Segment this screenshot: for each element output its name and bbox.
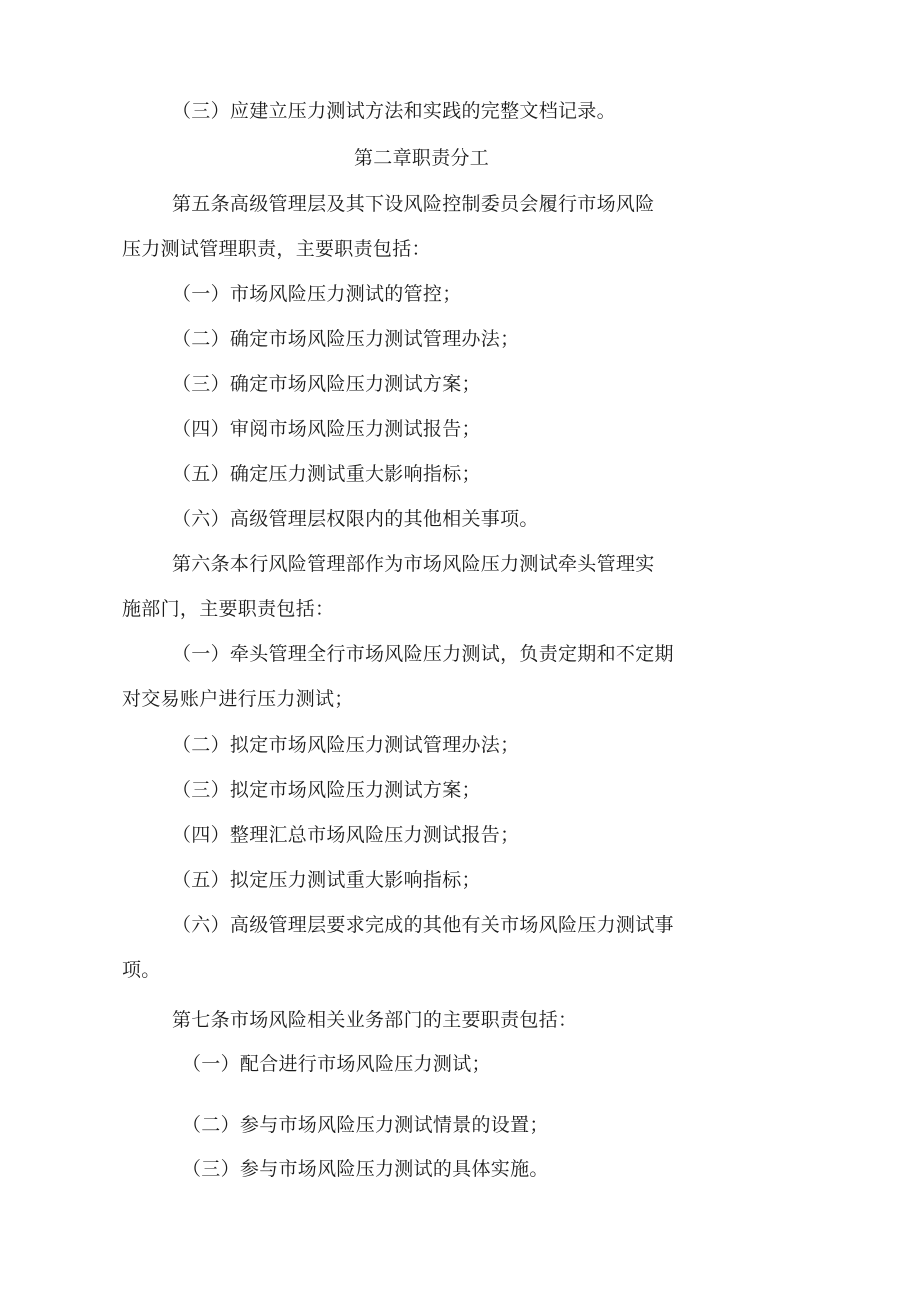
item-line: （二）参与市场风险压力测试情景的设置； — [182, 1114, 549, 1136]
item-line: （一）配合进行市场风险压力测试； — [182, 1053, 491, 1075]
article-line-continued: 施部门，主要职责包括： — [122, 598, 335, 620]
item-line: （五）拟定压力测试重大影响指标； — [172, 869, 481, 891]
item-line: （一）市场风险压力测试的管控； — [172, 283, 462, 305]
item-line-continued: 项。 — [122, 959, 161, 981]
item-line: （三）拟定市场风险压力测试方案； — [172, 779, 481, 801]
item-line: （四）审阅市场风险压力测试报告； — [172, 418, 481, 440]
item-line: （二）确定市场风险压力测试管理办法； — [172, 328, 520, 350]
article-line: 第七条市场风险相关业务部门的主要职责包括： — [172, 1009, 578, 1031]
item-line: （五）确定压力测试重大影响指标； — [172, 463, 481, 485]
item-line: （一）牵头管理全行市场风险压力测试，负责定期和不定期 — [172, 643, 674, 665]
item-line: （六）高级管理层要求完成的其他有关市场风险压力测试事 — [172, 914, 674, 936]
article-line: 第五条高级管理层及其下设风险控制委员会履行市场风险 — [172, 193, 655, 215]
item-line: （三）参与市场风险压力测试的具体实施。 — [182, 1158, 549, 1180]
item-line: （二）拟定市场风险压力测试管理办法； — [172, 734, 520, 756]
chapter-heading: 第二章职责分工 — [354, 147, 490, 169]
article-line: 第六条本行风险管理部作为市场风险压力测试牵头管理实 — [172, 553, 655, 575]
article-line-continued: 压力测试管理职责，主要职责包括： — [122, 238, 431, 260]
item-line: （四）整理汇总市场风险压力测试报告； — [172, 824, 520, 846]
item-line: （三）确定市场风险压力测试方案； — [172, 373, 481, 395]
item-line-continued: 对交易账户进行压力测试； — [122, 688, 354, 710]
item-line: （三）应建立压力测试方法和实践的完整文档记录。 — [172, 100, 616, 122]
item-line: （六）高级管理层权限内的其他相关事项。 — [172, 508, 539, 530]
